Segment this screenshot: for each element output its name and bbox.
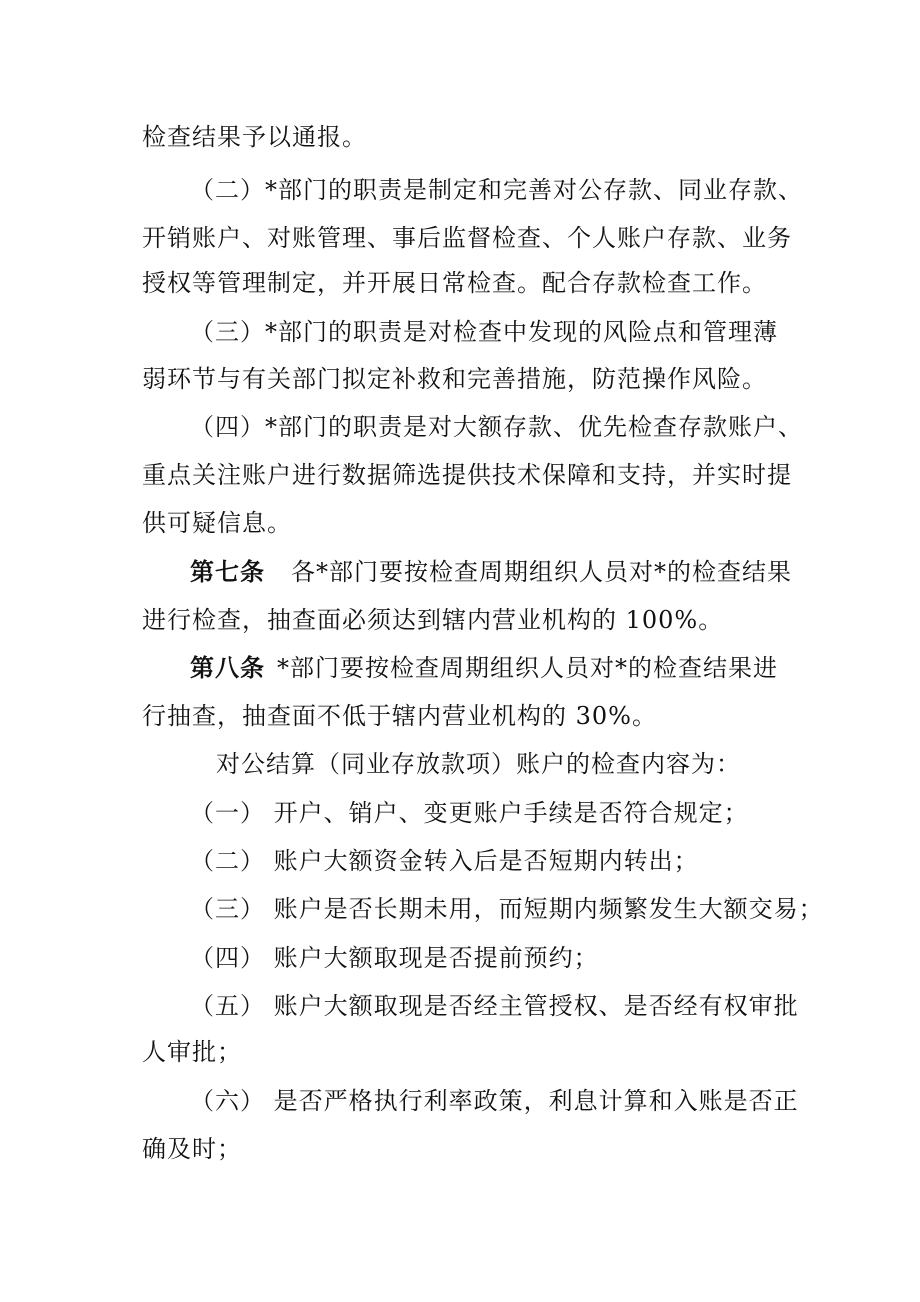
list-item: （五） 账户大额取现是否经主管授权、是否经有权审批 [190,992,799,1020]
list-item-continuation: 确及时； [142,1135,242,1163]
paragraph-line: 授权等管理制定，并开展日常检查。配合存款检查工作。 [142,269,767,297]
article-8-heading: 第八条 [190,653,265,682]
paragraph-line: 供可疑信息。 [142,509,292,537]
paragraph-line: （三）*部门的职责是对检查中发现的风险点和管理薄 [190,318,778,346]
list-item: （二） 账户大额资金转入后是否短期内转出； [190,847,699,875]
paragraph-line: 行抽查，抽查面不低于辖内营业机构的 30%。 [142,702,657,730]
paragraph-line: （二）*部门的职责是制定和完善对公存款、同业存款、 [190,176,803,204]
paragraph-line: 进行检查，抽查面必须达到辖内营业机构的 100%。 [142,606,724,634]
article-7-heading: 第七条 [190,557,265,586]
article-8-line [190,651,840,685]
list-item: （一） 开户、销户、变更账户手续是否符合规定； [190,799,749,827]
paragraph-line: 开销账户、对账管理、事后监督检查、个人账户存款、业务 [142,224,792,252]
article-7-line [190,555,840,589]
list-item-continuation: 人审批； [142,1038,242,1066]
article-7-text: 各*部门要按检查周期组织人员对*的检查结果 [291,558,792,586]
article-8-text: *部门要按检查周期组织人员对*的检查结果进 [277,654,778,682]
paragraph-line: 检查结果予以通报。 [142,123,367,151]
section-intro: 对公结算（同业存放款项）账户的检查内容为： [216,750,741,778]
paragraph-line: 弱环节与有关部门拟定补救和完善措施，防范操作风险。 [142,365,767,393]
list-item: （六） 是否严格执行利率政策，利息计算和入账是否正 [190,1087,799,1115]
paragraph-line: 重点关注账户进行数据筛选提供技术保障和支持，并实时提 [142,461,792,489]
list-item: （三） 账户是否长期未用，而短期内频繁发生大额交易； [190,895,824,923]
paragraph-line: （四）*部门的职责是对大额存款、优先检查存款账户、 [190,413,803,441]
list-item: （四） 账户大额取现是否提前预约； [190,944,599,972]
